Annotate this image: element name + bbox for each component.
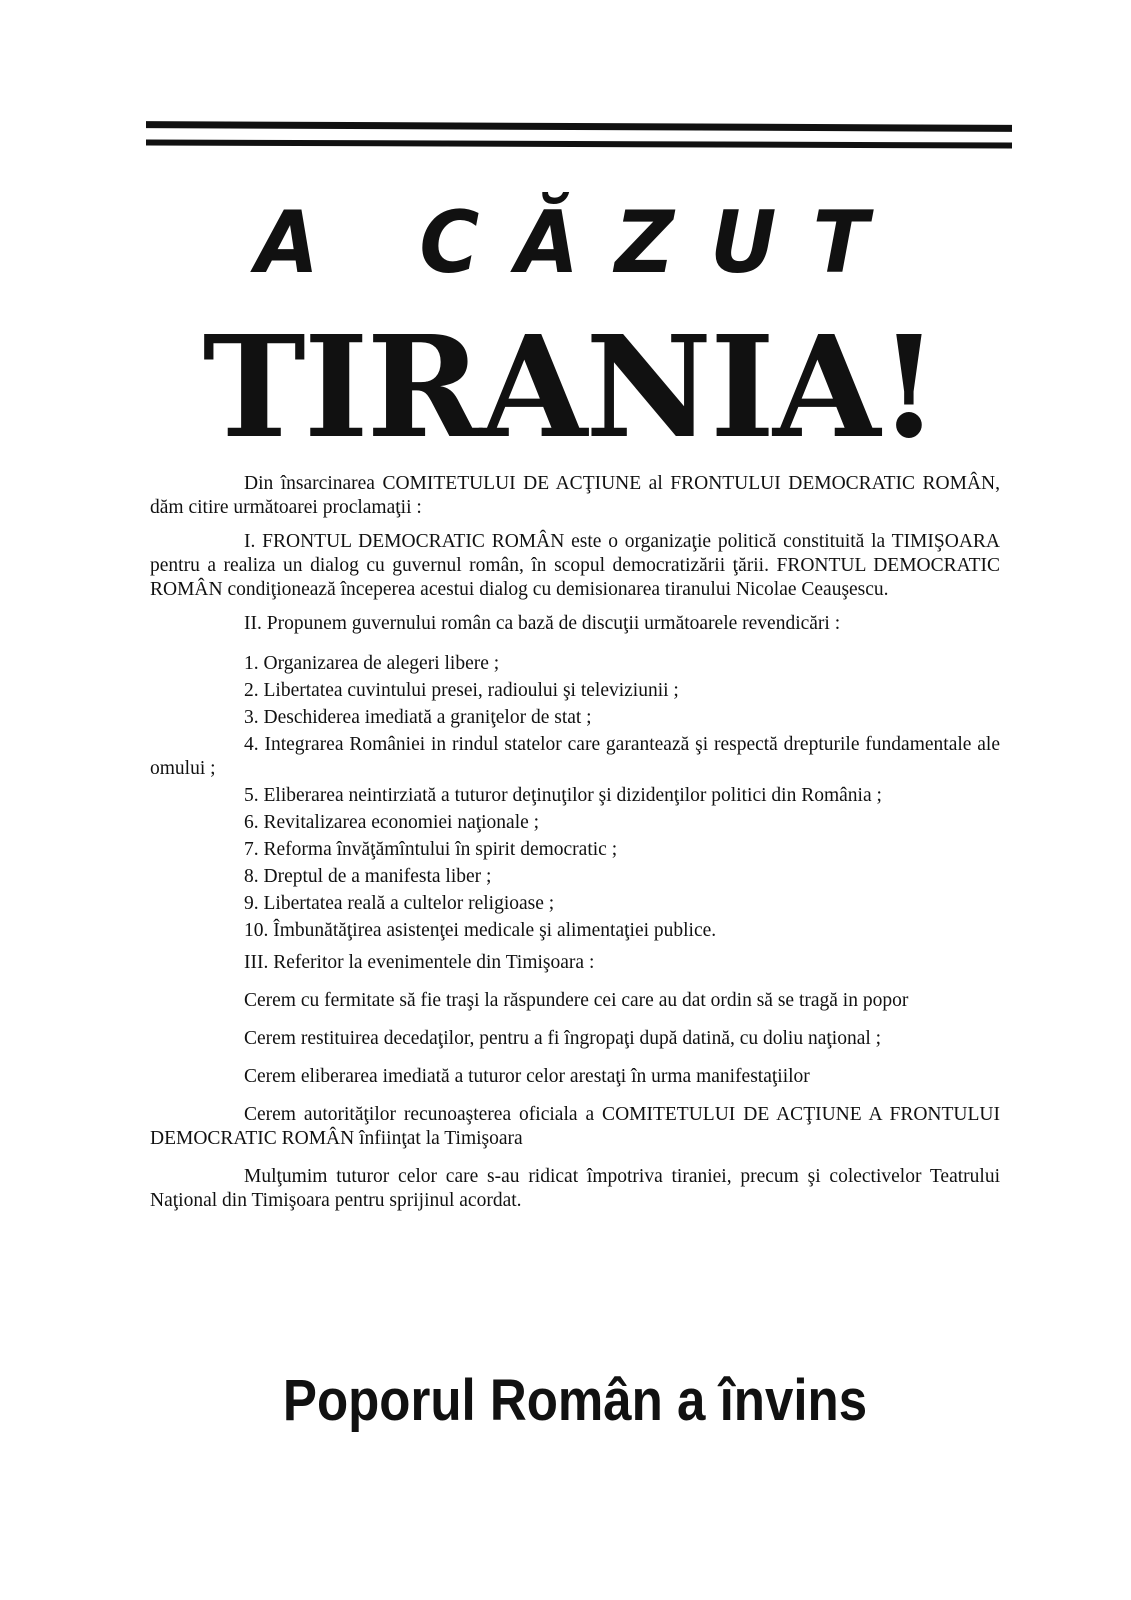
section-3-paragraph: Cerem restituirea decedaţilor, pentru a fi îngropaţi după datină, cu doliu naţional ; xyxy=(244,1028,882,1049)
demand-item: 9. Libertatea reală a cultelor religioase ; xyxy=(244,893,555,914)
demand-item: 10. Îmbunătăţirea asistenţei medicale şi alimentaţiei publice. xyxy=(244,920,717,941)
section-1-paragraph: I. FRONTUL DEMOCRATIC ROMÂN este o organizaţie politică constituită la TIMIŞOARA pentru a realiza un dialog cu guvernul român, în scopul democratizării ţării. FRONTUL DEMOCRATIC ROMÂN condiţionează începerea acestui dialog cu demisionarea tiranului Nicolae Ceauşescu. xyxy=(150,531,1000,600)
demand-item: 3. Deschiderea imediată a graniţelor de stat ; xyxy=(244,707,592,728)
demand-item: 8. Dreptul de a manifesta liber ; xyxy=(244,866,492,887)
demand-item: 2. Libertatea cuvintului presei, radioului şi televiziunii ; xyxy=(244,680,679,701)
demand-item: 6. Revitalizarea economiei naţionale ; xyxy=(244,812,540,833)
section-3-intro: III. Referitor la evenimentele din Timişoara : xyxy=(244,952,595,973)
top-rule-2 xyxy=(146,139,1012,148)
headline-top: A CĂZUT xyxy=(255,193,905,293)
section-3-paragraph: Cerem eliberarea imediată a tuturor celor arestaţi în urma manifestaţiilor xyxy=(244,1066,810,1087)
section-3-paragraph: Mulţumim tuturor celor care s-au ridicat împotriva tiraniei, precum şi colectivelor Teatrului Naţional din Timişoara pentru sprijinul acordat. xyxy=(150,1166,1000,1211)
demands-list xyxy=(150,652,1000,943)
demand-item: 5. Eliberarea neintirziată a tuturor deţinuţilor şi dizidenţilor politici din România ; xyxy=(244,785,882,806)
closing-slogan: Poporul Român a învins xyxy=(282,1368,868,1433)
section-3-paragraph: Cerem autorităţilor recunoaşterea oficiala a COMITETULUI DE ACŢIUNE A FRONTULUI DEMOCRATIC ROMÂN înfiinţat la Timişoara xyxy=(150,1104,1000,1149)
section-3 xyxy=(150,951,1000,1213)
demand-item: 7. Reforma învăţămîntului în spirit democratic ; xyxy=(244,839,618,860)
section-2-intro: II. Propunem guvernului român ca bază de discuţii următoarele revendicări : xyxy=(244,613,841,634)
demand-item: 1. Organizarea de alegeri libere ; xyxy=(244,653,500,674)
top-rule-1 xyxy=(146,121,1012,132)
demand-item: 4. Integrarea României in rindul statelor care garantează şi respectă drepturile fundamentale ale omului ; xyxy=(150,734,1000,779)
section-3-paragraph: Cerem cu fermitate să fie traşi la răspundere cei care au dat ordin să se tragă in popor xyxy=(244,990,909,1011)
headline-main: TIRANIA! xyxy=(202,306,938,470)
intro-paragraph: Din însarcinarea COMITETULUI DE ACŢIUNE al FRONTULUI DEMOCRATIC ROMÂN, dăm citire următoarei proclamaţii : xyxy=(150,473,1000,518)
proclamation-body xyxy=(150,472,1000,1227)
